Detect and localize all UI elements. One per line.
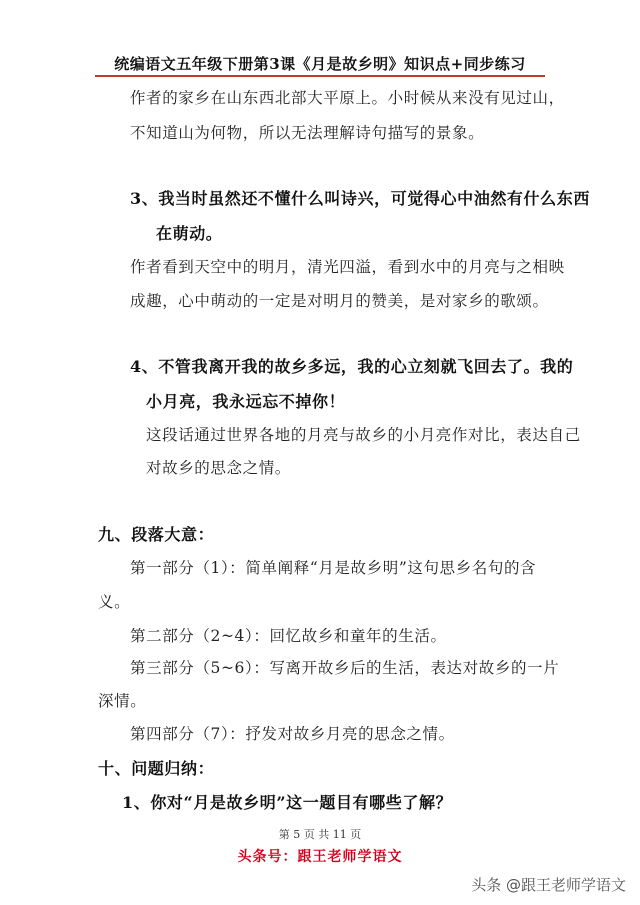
section-10-heading: 十、问题归纳： (98, 759, 215, 778)
part-4-line: 第四部分（7）：抒发对故乡月亮的思念之情。 (130, 725, 455, 743)
part-3-line-2: 深情。 (98, 692, 147, 710)
answer-4-line-2: 对故乡的思念之情。 (146, 459, 291, 477)
question-4-line-2: 小月亮，我永远忘不掉你！ (146, 392, 346, 411)
question-1-line: 1、你对“月是故乡明”这一题目有哪些了解？ (122, 793, 453, 812)
answer-3-line-2: 成趣，心中萌动的一定是对明月的赞美，是对家乡的歌颂。 (130, 292, 549, 310)
page-number: 第 5 页 共 11 页 (278, 828, 362, 841)
part-1-line-2: 义。 (98, 593, 131, 611)
text-line: 不知道山为何物，所以无法理解诗句描写的景象。 (130, 124, 485, 142)
question-3-line-2: 在萌动。 (156, 224, 223, 243)
source-credit: 头条号：跟王老师学语文 (237, 849, 403, 865)
part-3-line-1: 第三部分（5~6）：写离开故乡后的生活，表达对故乡的一片 (130, 659, 560, 677)
watermark: 头条 @跟王老师学语文 (471, 876, 626, 894)
question-3-line-1: 3、我当时虽然还不懂什么叫诗兴，可觉得心中油然有什么东西 (130, 189, 590, 208)
answer-4-line-1: 这段话通过世界各地的月亮与故乡的小月亮作对比，表达自己 (146, 426, 581, 444)
answer-3-line-1: 作者看到天空中的明月，清光四溢，看到水中的月亮与之相映 (130, 258, 565, 276)
part-2-line: 第二部分（2~4）：回忆故乡和童年的生活。 (130, 627, 447, 645)
section-9-heading: 九、段落大意： (98, 525, 215, 544)
question-4-line-1: 4、不管我离开我的故乡多远，我的心立刻就飞回去了。我的 (130, 357, 574, 376)
page-header-title: 统编语文五年级下册第3课《月是故乡明》知识点+同步练习 (114, 55, 526, 73)
part-1-line-1: 第一部分（1）：简单阐释“月是故乡明”这句思乡名句的含 (130, 559, 537, 577)
text-line: 作者的家乡在山东西北部大平原上。小时候从来没有见过山， (130, 89, 565, 107)
header-divider (95, 75, 545, 77)
